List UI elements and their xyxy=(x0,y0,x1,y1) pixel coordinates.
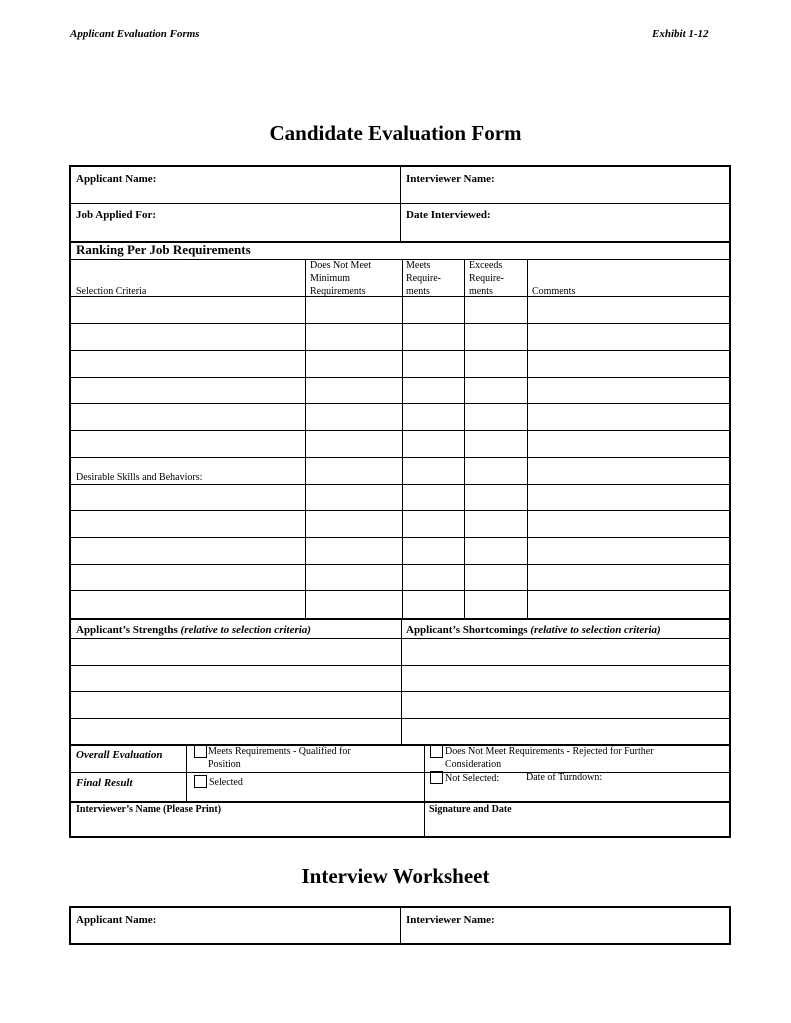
table-row xyxy=(71,377,729,378)
job-applied-label: Job Applied For: xyxy=(76,209,157,221)
table-row xyxy=(71,537,729,538)
table-row xyxy=(71,564,729,565)
meets-checkbox[interactable] xyxy=(194,745,207,758)
table-row xyxy=(71,665,729,666)
divider xyxy=(400,908,401,945)
header-right: Exhibit 1-12 xyxy=(652,28,709,40)
worksheet-applicant-label: Applicant Name: xyxy=(76,914,157,926)
table-row xyxy=(71,323,729,324)
page-title: Candidate Evaluation Form xyxy=(269,121,522,145)
row-divider xyxy=(71,618,729,620)
col-divider xyxy=(305,259,306,619)
row-divider xyxy=(71,772,729,773)
not-meets-option-label: Does Not Meet Requirements - Rejected for Further Consideration xyxy=(445,746,654,770)
table-row xyxy=(71,718,729,719)
row-divider xyxy=(71,259,729,260)
table-row xyxy=(71,350,729,351)
meets-option-label: Meets Requirements - Qualified for Position xyxy=(208,746,351,770)
evaluation-form xyxy=(69,165,731,838)
not-meets-checkbox[interactable] xyxy=(430,745,443,758)
col-divider xyxy=(424,744,425,838)
col-divider xyxy=(186,744,187,802)
meets-header: Meets Require- ments xyxy=(406,260,441,297)
final-result-label: Final Result xyxy=(76,777,133,789)
exceeds-header: Exceeds Require- ments xyxy=(469,260,504,297)
table-row xyxy=(71,691,729,692)
table-row xyxy=(71,403,729,404)
comments-header: Comments xyxy=(532,286,576,297)
selection-criteria-header: Selection Criteria xyxy=(76,286,147,297)
worksheet-interviewer-label: Interviewer Name: xyxy=(406,914,495,926)
row-divider xyxy=(71,801,729,803)
worksheet-title: Interview Worksheet xyxy=(301,864,490,888)
selected-checkbox[interactable] xyxy=(194,775,207,788)
col-divider xyxy=(464,259,465,619)
overall-evaluation-label: Overall Evaluation xyxy=(76,749,163,761)
table-row xyxy=(71,457,729,458)
table-row xyxy=(71,510,729,511)
not-meet-header: Does Not Meet Minimum Requirements xyxy=(310,260,372,297)
header-left: Applicant Evaluation Forms xyxy=(70,28,200,40)
divider xyxy=(400,167,401,241)
ranking-heading: Ranking Per Job Requirements xyxy=(76,242,251,257)
not-selected-checkbox[interactable] xyxy=(430,771,443,784)
strengths-header: Applicant’s Strengths (relative to selection criteria) xyxy=(76,624,311,636)
not-selected-label: Not Selected: xyxy=(445,773,500,784)
interviewer-name-label: Interviewer Name: xyxy=(406,173,495,185)
interviewer-print-label: Interviewer’s Name (Please Print) xyxy=(76,804,222,815)
date-turndown-label: Date of Turndown: xyxy=(526,772,603,783)
selected-label: Selected xyxy=(209,777,243,788)
signature-date-label: Signature and Date xyxy=(429,804,512,815)
shortcomings-header: Applicant’s Shortcomings (relative to selection criteria) xyxy=(406,624,661,636)
col-divider xyxy=(527,259,528,619)
worksheet-form xyxy=(69,906,731,945)
table-row xyxy=(71,590,729,591)
table-row xyxy=(71,296,729,297)
date-interviewed-label: Date Interviewed: xyxy=(406,209,491,221)
table-row xyxy=(71,430,729,431)
col-divider xyxy=(402,259,403,619)
table-row xyxy=(71,638,729,639)
table-row xyxy=(71,484,729,485)
desirable-skills-label: Desirable Skills and Behaviors: xyxy=(76,472,203,483)
applicant-name-label: Applicant Name: xyxy=(76,173,157,185)
row-divider xyxy=(71,203,729,204)
